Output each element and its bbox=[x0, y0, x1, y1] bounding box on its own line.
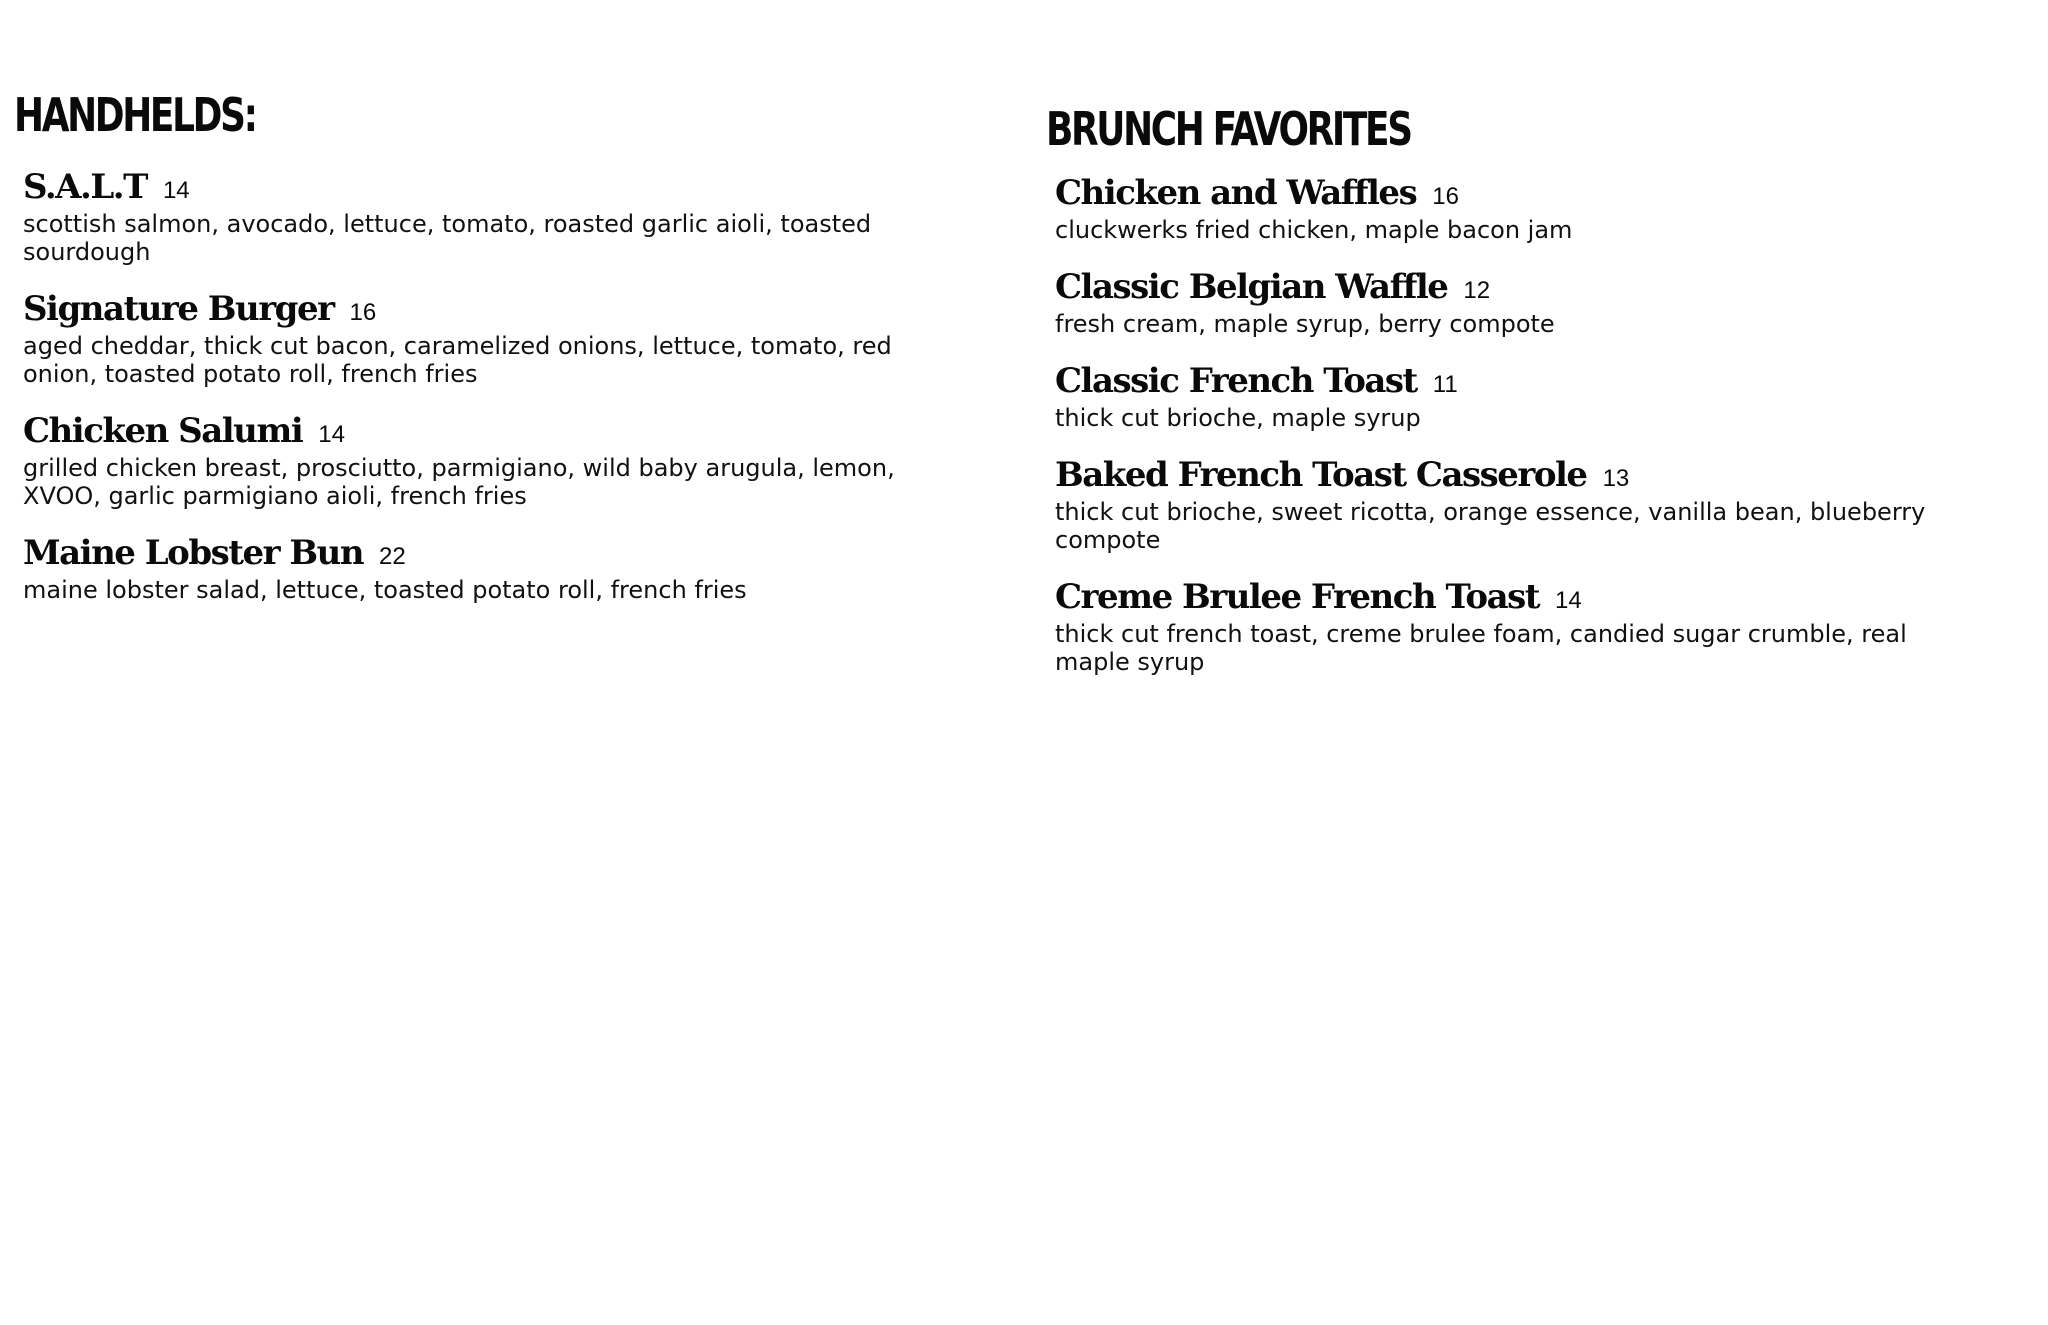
menu-item-classic-belgian-waffle bbox=[1055, 264, 1975, 338]
item-name: Signature Burger bbox=[23, 289, 334, 329]
menu-item-header bbox=[1055, 170, 1975, 216]
menu-item-header bbox=[1055, 452, 1975, 498]
menu-item-header bbox=[23, 408, 943, 454]
handhelds-title: HANDHELDS: bbox=[14, 88, 256, 142]
item-price: 22 bbox=[379, 543, 406, 570]
item-price: 16 bbox=[349, 299, 377, 326]
brunch-favorites-list bbox=[1055, 170, 1975, 696]
menu-item-header bbox=[1055, 574, 1975, 620]
menu-item-baked-french-toast-casserole bbox=[1055, 452, 1975, 554]
menu-item-classic-french-toast bbox=[1055, 358, 1975, 432]
item-description: thick cut brioche, sweet ricotta, orange essence, vanilla bean, blueberry compote bbox=[1055, 498, 1926, 554]
brunch-favorites-title: BRUNCH FAVORITES bbox=[1046, 102, 1411, 156]
item-description: aged cheddar, thick cut bacon, caramelized onions, lettuce, tomato, red onion, toasted potato roll, french fries bbox=[23, 332, 892, 388]
item-name: Creme Brulee French Toast bbox=[1055, 577, 1539, 617]
item-name: S.A.L.T bbox=[23, 167, 147, 207]
item-name: Classic French Toast bbox=[1055, 361, 1417, 401]
item-name: Maine Lobster Bun bbox=[23, 533, 364, 573]
menu-item-header bbox=[23, 530, 943, 576]
item-description: scottish salmon, avocado, lettuce, tomato, roasted garlic aioli, toasted sourdough bbox=[23, 210, 872, 266]
item-description: cluckwerks fried chicken, maple bacon jam bbox=[1055, 216, 1573, 244]
menu-item-creme-brulee-french-toast bbox=[1055, 574, 1975, 676]
item-name: Chicken and Waffles bbox=[1055, 173, 1417, 213]
item-price: 14 bbox=[318, 421, 345, 448]
menu-item-header bbox=[23, 164, 943, 210]
item-price: 14 bbox=[162, 177, 190, 204]
item-price: 13 bbox=[1602, 465, 1630, 492]
menu-item-chicken-and-waffles bbox=[1055, 170, 1975, 244]
menu-item-header bbox=[1055, 358, 1975, 404]
menu-item-signature-burger bbox=[23, 286, 943, 388]
item-name: Baked French Toast Casserole bbox=[1055, 455, 1587, 495]
menu-item-salt bbox=[23, 164, 943, 266]
item-description: thick cut brioche, maple syrup bbox=[1055, 404, 1421, 432]
item-price: 12 bbox=[1463, 277, 1491, 304]
menu-item-maine-lobster-bun bbox=[23, 530, 943, 604]
item-price: 16 bbox=[1432, 183, 1459, 210]
item-price: 14 bbox=[1554, 587, 1582, 614]
item-price: 11 bbox=[1432, 371, 1458, 398]
menu-item-chicken-salumi bbox=[23, 408, 943, 510]
item-description: fresh cream, maple syrup, berry compote bbox=[1055, 310, 1555, 338]
item-description: thick cut french toast, creme brulee foam, candied sugar crumble, real maple syrup bbox=[1055, 620, 1907, 676]
item-description: grilled chicken breast, prosciutto, parmigiano, wild baby arugula, lemon, XVOO, garlic parmigiano aioli, french fries bbox=[23, 454, 895, 510]
item-description: maine lobster salad, lettuce, toasted potato roll, french fries bbox=[23, 576, 747, 604]
menu-item-header bbox=[1055, 264, 1975, 310]
menu-item-header bbox=[23, 286, 943, 332]
handhelds-list bbox=[23, 164, 943, 624]
item-name: Chicken Salumi bbox=[23, 411, 303, 451]
item-name: Classic Belgian Waffle bbox=[1055, 267, 1448, 307]
